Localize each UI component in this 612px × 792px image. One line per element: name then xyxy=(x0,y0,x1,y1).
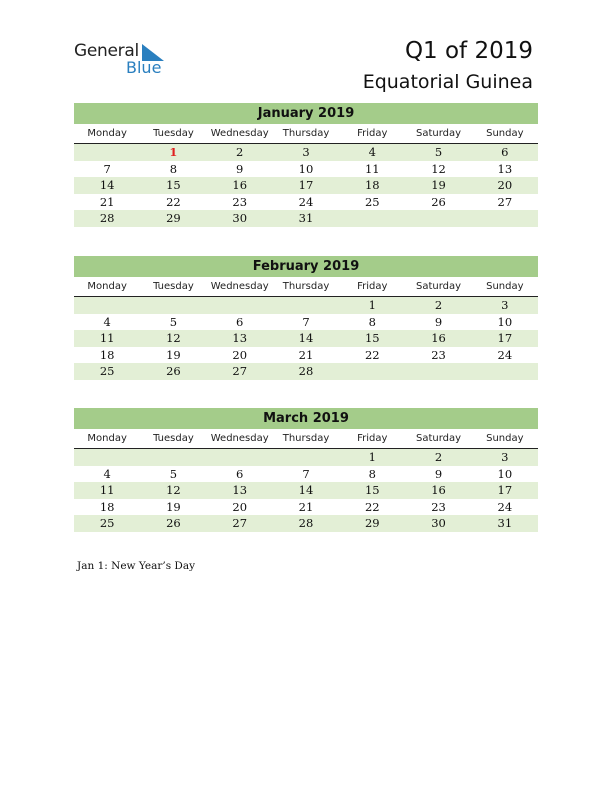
week-row xyxy=(74,194,538,211)
empty-day-cell xyxy=(207,297,273,314)
weekday-label: Friday xyxy=(357,128,388,139)
day-cell: 2 xyxy=(434,298,443,312)
day-cell: 8 xyxy=(169,161,178,176)
weekday-label: Tuesday xyxy=(153,128,194,139)
weekday-label: Friday xyxy=(357,433,388,444)
empty-day-cell xyxy=(405,210,471,227)
day-cell: 14 xyxy=(298,483,314,497)
day-cell: 7 xyxy=(302,314,310,329)
day-cell: 13 xyxy=(497,161,513,176)
month-calendar-march xyxy=(74,408,538,532)
day-cell: 23 xyxy=(232,194,248,209)
day-cell: 18 xyxy=(364,178,380,192)
weekday-label: Sunday xyxy=(486,128,524,139)
day-cell: 20 xyxy=(232,347,248,362)
day-cell: 20 xyxy=(232,499,248,514)
day-cell: 8 xyxy=(368,314,376,329)
day-cell: 9 xyxy=(434,466,443,481)
day-cell: 15 xyxy=(166,178,181,192)
day-cell: 16 xyxy=(232,178,248,192)
month-title: March 2019 xyxy=(74,408,538,429)
day-cell: 9 xyxy=(236,161,244,176)
day-cell: 17 xyxy=(497,483,513,497)
day-cell: 2 xyxy=(434,450,443,464)
day-cell: 3 xyxy=(501,450,509,464)
day-cell: 23 xyxy=(431,499,446,514)
day-cell: 13 xyxy=(232,331,248,345)
day-cell: 18 xyxy=(99,347,115,362)
empty-day-cell xyxy=(472,363,538,380)
day-cell: 16 xyxy=(431,331,446,345)
weekday-header-row xyxy=(74,279,538,297)
week-row xyxy=(74,449,538,466)
day-cell: 4 xyxy=(368,145,376,159)
empty-day-cell xyxy=(273,449,339,466)
day-cell: 11 xyxy=(99,331,115,345)
day-cell: 12 xyxy=(166,331,181,345)
week-row xyxy=(74,515,538,532)
day-cell: 17 xyxy=(298,178,314,192)
weekday-label: Thursday xyxy=(282,128,330,139)
day-cell: 15 xyxy=(364,483,380,497)
day-cell: 28 xyxy=(298,516,314,530)
empty-day-cell xyxy=(140,297,206,314)
week-row xyxy=(74,297,538,314)
week-row xyxy=(74,363,538,380)
weekday-label: Thursday xyxy=(282,281,330,292)
empty-day-cell xyxy=(74,297,140,314)
day-cell: 29 xyxy=(166,211,181,225)
day-cell: 7 xyxy=(302,466,310,481)
day-cell: 3 xyxy=(302,145,310,159)
day-cell: 27 xyxy=(232,364,248,378)
day-cell: 11 xyxy=(99,483,115,497)
day-cell: 10 xyxy=(497,314,513,329)
week-row xyxy=(74,330,538,347)
weekday-label: Wednesday xyxy=(210,128,269,139)
day-cell: 10 xyxy=(497,466,513,481)
month-calendar-january xyxy=(74,103,538,227)
day-cell: 19 xyxy=(431,178,446,192)
week-row xyxy=(74,466,538,483)
weekday-label: Monday xyxy=(87,433,127,444)
day-cell: 22 xyxy=(364,347,380,362)
day-cell: 6 xyxy=(236,314,244,329)
week-row xyxy=(74,161,538,178)
weekday-label: Saturday xyxy=(416,281,462,292)
day-cell: 30 xyxy=(431,516,446,530)
page-subtitle: Equatorial Guinea xyxy=(362,71,533,93)
day-cell: 3 xyxy=(501,298,509,312)
weekday-label: Wednesday xyxy=(210,433,269,444)
month-calendar-february xyxy=(74,256,538,380)
day-cell: 4 xyxy=(103,466,111,481)
empty-day-cell xyxy=(339,363,405,380)
empty-day-cell xyxy=(140,449,206,466)
logo xyxy=(74,41,174,81)
day-cell: 9 xyxy=(434,314,443,329)
weekday-header-row xyxy=(74,126,538,144)
weekday-label: Saturday xyxy=(416,433,462,444)
day-cell: 2 xyxy=(236,145,244,159)
weekday-label: Tuesday xyxy=(153,433,194,444)
day-cell: 31 xyxy=(497,516,513,530)
day-cell: 4 xyxy=(103,314,111,329)
week-row xyxy=(74,210,538,227)
logo-text-general: General xyxy=(74,41,139,61)
day-cell: 20 xyxy=(497,178,513,192)
weekday-label: Monday xyxy=(87,128,127,139)
day-cell: 24 xyxy=(497,347,513,362)
week-row xyxy=(74,499,538,516)
day-cell: 21 xyxy=(298,347,314,362)
empty-day-cell xyxy=(273,297,339,314)
week-row xyxy=(74,482,538,499)
day-cell: 22 xyxy=(166,194,181,209)
empty-day-cell xyxy=(339,210,405,227)
empty-day-cell xyxy=(472,210,538,227)
day-cell: 6 xyxy=(501,145,509,159)
day-cell: 17 xyxy=(497,331,513,345)
week-row xyxy=(74,347,538,364)
day-cell: 24 xyxy=(298,194,314,209)
day-cell: 27 xyxy=(497,194,513,209)
weekday-label: Sunday xyxy=(486,281,524,292)
day-cell: 6 xyxy=(236,466,244,481)
day-cell: 1 xyxy=(368,298,376,312)
day-cell: 11 xyxy=(364,161,380,176)
empty-day-cell xyxy=(74,144,140,161)
day-cell: 22 xyxy=(364,499,380,514)
day-cell: 26 xyxy=(166,364,181,378)
logo-text-blue: Blue xyxy=(126,58,162,77)
month-title: January 2019 xyxy=(74,103,538,124)
day-cell: 28 xyxy=(99,211,115,225)
weekday-label: Wednesday xyxy=(210,281,269,292)
empty-day-cell xyxy=(74,449,140,466)
day-cell: 25 xyxy=(99,516,115,530)
day-cell: 12 xyxy=(431,161,446,176)
page-title: Q1 of 2019 xyxy=(404,38,533,64)
holiday-note: Jan 1: New Year’s Day xyxy=(77,560,196,572)
weekday-label: Thursday xyxy=(282,433,330,444)
day-cell: 7 xyxy=(103,161,111,176)
day-cell: 1 xyxy=(169,145,178,159)
day-cell: 21 xyxy=(298,499,314,514)
empty-day-cell xyxy=(207,449,273,466)
day-cell: 18 xyxy=(99,499,115,514)
day-cell: 14 xyxy=(298,331,314,345)
day-cell: 27 xyxy=(232,516,248,530)
day-cell: 5 xyxy=(169,314,178,329)
day-cell: 14 xyxy=(99,178,115,192)
day-cell: 28 xyxy=(298,364,314,378)
week-row xyxy=(74,314,538,331)
day-cell: 16 xyxy=(431,483,446,497)
day-cell: 5 xyxy=(434,145,443,159)
day-cell: 23 xyxy=(431,347,446,362)
day-cell: 26 xyxy=(431,194,446,209)
month-title: February 2019 xyxy=(74,256,538,277)
day-cell: 25 xyxy=(99,364,115,378)
day-cell: 26 xyxy=(166,516,181,530)
day-cell: 10 xyxy=(298,161,314,176)
day-cell: 29 xyxy=(364,516,380,530)
day-cell: 19 xyxy=(166,499,181,514)
weekday-header-row xyxy=(74,431,538,449)
weekday-label: Friday xyxy=(357,281,388,292)
day-cell: 12 xyxy=(166,483,181,497)
day-cell: 25 xyxy=(364,194,380,209)
day-cell: 1 xyxy=(368,450,376,464)
day-cell: 8 xyxy=(368,466,376,481)
day-cell: 24 xyxy=(497,499,513,514)
day-cell: 15 xyxy=(364,331,380,345)
weekday-label: Saturday xyxy=(416,128,462,139)
week-row xyxy=(74,144,538,161)
weekday-label: Monday xyxy=(87,281,127,292)
day-cell: 21 xyxy=(99,194,115,209)
weekday-label: Sunday xyxy=(486,433,524,444)
week-row xyxy=(74,177,538,194)
day-cell: 19 xyxy=(166,347,181,362)
day-cell: 5 xyxy=(169,466,178,481)
day-cell: 31 xyxy=(298,211,314,225)
day-cell: 13 xyxy=(232,483,248,497)
weekday-label: Tuesday xyxy=(153,281,194,292)
day-cell: 30 xyxy=(232,211,248,225)
empty-day-cell xyxy=(405,363,471,380)
